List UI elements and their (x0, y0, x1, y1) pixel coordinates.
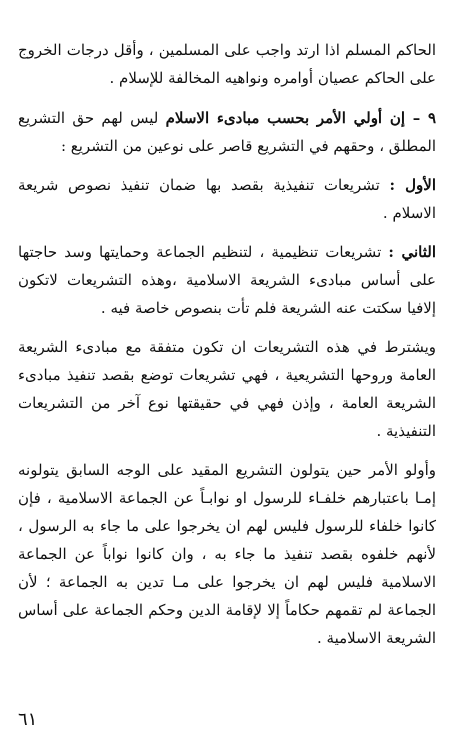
paragraph-2-text: ليس لهم حق التشريع المطلق ، وحقهم في التشريع قاصر على نوعين من التشريع : (18, 109, 436, 155)
paragraph-1 (18, 36, 436, 92)
page-number: ٦١ (18, 709, 38, 730)
paragraph-3-lead: الأول : (389, 176, 437, 194)
paragraph-2-lead: ٩ – إن أولي الأمر بحسب مبادىء الاسلام (165, 109, 436, 127)
paragraph-3-text: تشريعات تنفيذية بقصد بها ضمان تنفيذ نصوص شريعة الاسلام . (18, 176, 436, 222)
paragraph-4-text: تشريعات تنظيمية ، لتنظيم الجماعة وحمايتها وسد حاجتها على أساس مبادىء الشريعة الاسلامية ،وهذه التشريعات لاتكون إلافيا سكتت عنه الشريعة فلم تأت بنصوص خاصة فيه . (18, 243, 436, 317)
paragraph-5-text: ويشترط في هذه التشريعات ان تكون متفقة مع مبادىء الشريعة العامة وروحها التشريعية ، فهي تشريعات توضع بقصد تنفيذ مبادىء الشريعة العامة ، وإذن فهي في حقيقتها نوع آخر من التشريعات التنفيذية . (18, 338, 436, 440)
paragraph-1-text: الحاكم المسلم اذا ارتد واجب على المسلمين ، وأقل درجات الخروج على الحاكم عصيان أوامره ونواهيه المخالفة للإسلام . (18, 41, 436, 87)
paragraph-6 (18, 456, 436, 652)
paragraph-6-text: وأولو الأمر حين يتولون التشريع المقيد على الوجه السابق يتولونه إمـا باعتبارهم خلفـاء للرسول او نوابـاً عن الجماعة الاسلامية ، فإن كانوا خلفاء للرسول فليس لهم ان يخرجوا على ما جاء به الرسول ، لأنهم خلفوه بقصد تنفيذ ما جاء به ، وان كانوا نواباً عن الجماعة الاسلامية فليس لهم ان يخرجوا على مـا تدين به الجماعة ؛ لأن الجماعة لم تقمهم حكاماً إلا لإقامة الدين وحكم الجماعة على أساس الشريعة الاسلامية . (18, 461, 436, 647)
paragraph-4-lead: الثاني : (388, 243, 436, 261)
paragraph-3 (18, 171, 436, 227)
paragraph-5 (18, 333, 436, 445)
paragraph-2 (18, 104, 436, 160)
paragraph-4 (18, 238, 436, 322)
page-body (18, 36, 436, 663)
